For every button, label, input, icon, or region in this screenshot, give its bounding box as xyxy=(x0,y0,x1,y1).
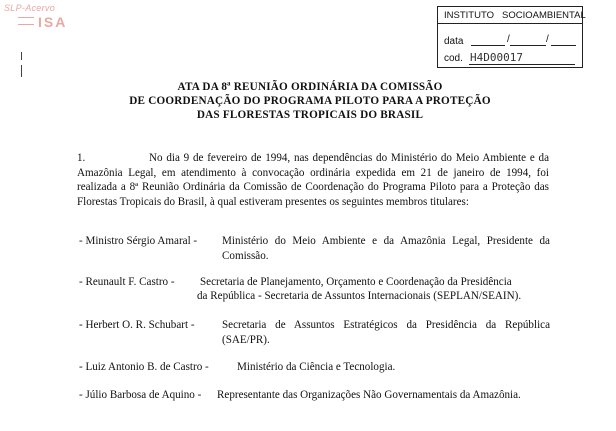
stamp-right-label: SOCIOAMBIENTAL xyxy=(502,10,586,21)
member-role: Ministério do Meio Ambiente e da Amazônia Legal, Presidente da Comissão. xyxy=(222,235,550,262)
acervo-watermark xyxy=(4,3,76,31)
watermark-bottom-text: ISA xyxy=(38,14,68,30)
title-line: DAS FLORESTAS TROPICAIS DO BRASIL xyxy=(196,109,424,121)
stamp-code-line xyxy=(469,64,575,65)
watermark-top-text: SLP-Acervo xyxy=(4,3,56,13)
stamp-header xyxy=(438,7,586,24)
member-name: - Júlio Barbosa de Aquino - xyxy=(79,389,202,401)
stamp-date-slash: / xyxy=(546,34,549,45)
paragraph-number: 1. xyxy=(77,152,86,164)
stamp-code-value: H4D00017 xyxy=(470,51,523,64)
member-name: - Reunault F. Castro - xyxy=(79,276,175,288)
stamp-date-day xyxy=(471,45,505,46)
stamp-date-slash: / xyxy=(507,34,510,45)
title-line: DE COORDENAÇÃO DO PROGRAMA PILOTO PARA A PROTEÇÃO xyxy=(129,95,491,107)
member-role: Representante das Organizações Não Governamentais da Amazônia. xyxy=(217,389,521,401)
paragraph-text: No dia 9 de fevereiro de 1994, nas dependências do Ministério do Meio Ambiente e da Amazônia Legal, em atendimento à convocação ordinária expedida em 21 de janeiro de 1994, foi realizada a 8ª Reunião Ordinária da Comissão de Coordenação do Programa Piloto para a Proteção das Florestas Tropicais do Brasil, à qual estiveram presentes os seguintes membros titulares: xyxy=(77,152,549,208)
margin-mark xyxy=(21,52,22,60)
stamp-date-label: data xyxy=(444,36,464,47)
member-name: - Luiz Antonio B. de Castro - xyxy=(79,361,209,373)
member-role: Secretaria de Assuntos Estratégicos da Presidência da República (SAE/PR). xyxy=(222,319,550,346)
title-line: ATA DA 8ª REUNIÃO ORDINÁRIA DA COMISSÃO xyxy=(177,81,443,93)
stamp-code-label: cod. xyxy=(444,53,463,64)
member-name: - Ministro Sérgio Amaral - xyxy=(79,235,198,247)
member-name: - Herbert O. R. Schubart - xyxy=(79,319,195,331)
document-title xyxy=(90,80,530,122)
stamp-date-month xyxy=(510,45,546,46)
intro-paragraph xyxy=(77,151,549,209)
member-role-continued: da República - Secretaria de Assuntos Internacionais (SEPLAN/SEAIN). xyxy=(197,290,522,302)
cropped-text-line xyxy=(90,425,550,431)
stamp-date-year xyxy=(551,45,576,46)
watermark-bar xyxy=(18,17,34,25)
member-role: Secretaria de Planejamento, Orçamento e Coordenação da Presidência xyxy=(200,276,512,288)
member-role: Ministério da Ciência e Tecnologia. xyxy=(237,361,396,373)
margin-mark xyxy=(21,65,22,77)
stamp-left-label: INSTITUTO xyxy=(444,10,494,21)
